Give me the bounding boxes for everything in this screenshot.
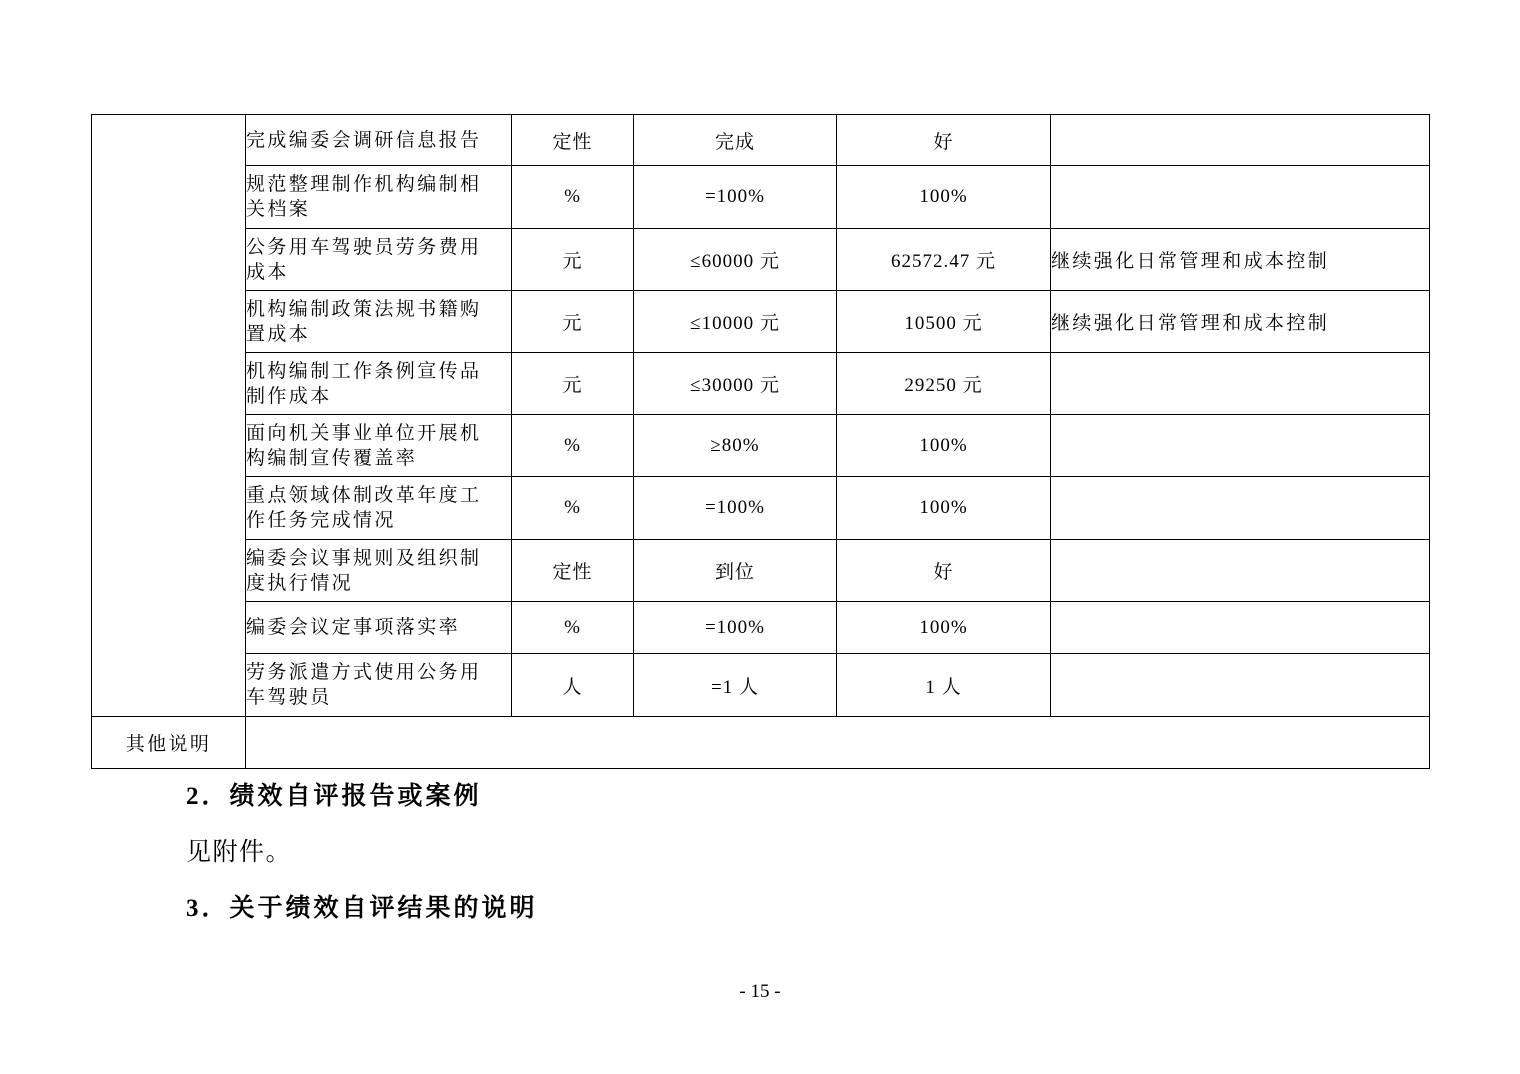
target-cell: 到位 — [634, 540, 837, 602]
table-row — [92, 415, 1430, 477]
actual-cell: 100% — [837, 602, 1051, 654]
unit-cell: % — [512, 166, 634, 229]
note-cell — [1051, 115, 1430, 166]
target-cell: 完成 — [634, 115, 837, 166]
actual-cell: 好 — [837, 115, 1051, 166]
table-row — [92, 477, 1430, 540]
indicator-cell: 重点领域体制改革年度工作任务完成情况 — [246, 477, 512, 540]
table-row — [92, 229, 1430, 291]
indicator-cell: 面向机关事业单位开展机构编制宣传覆盖率 — [246, 415, 512, 477]
note-cell: 继续强化日常管理和成本控制 — [1051, 229, 1430, 291]
note-cell — [1051, 602, 1430, 654]
actual-cell: 100% — [837, 166, 1051, 229]
unit-cell: 定性 — [512, 115, 634, 166]
target-cell: ≤30000 元 — [634, 353, 837, 415]
indicator-cell: 公务用车驾驶员劳务费用成本 — [246, 229, 512, 291]
table-row — [92, 654, 1430, 717]
section-2-heading: 2．绩效自评报告或案例 — [186, 783, 482, 810]
indicator-cell: 机构编制工作条例宣传品制作成本 — [246, 353, 512, 415]
section-3-heading: 3．关于绩效自评结果的说明 — [186, 895, 538, 922]
indicator-cell: 编委会议事规则及组织制度执行情况 — [246, 540, 512, 602]
indicator-cell: 机构编制政策法规书籍购置成本 — [246, 291, 512, 353]
note-cell — [1051, 353, 1430, 415]
table-row — [92, 353, 1430, 415]
indicator-cell: 规范整理制作机构编制相关档案 — [246, 166, 512, 229]
performance-indicator-table — [91, 114, 1430, 769]
actual-cell: 10500 元 — [837, 291, 1051, 353]
other-notes-row — [92, 717, 1430, 769]
unit-cell: 元 — [512, 291, 634, 353]
note-cell — [1051, 540, 1430, 602]
page-number: - 15 - — [739, 981, 781, 1002]
table-row — [92, 115, 1430, 166]
indicator-cell: 编委会议定事项落实率 — [246, 602, 512, 654]
other-notes-label: 其他说明 — [92, 717, 246, 769]
section-2-body: 见附件。 — [186, 839, 293, 866]
unit-cell: % — [512, 477, 634, 540]
actual-cell: 62572.47 元 — [837, 229, 1051, 291]
actual-cell: 29250 元 — [837, 353, 1051, 415]
target-cell: ≤60000 元 — [634, 229, 837, 291]
target-cell: =100% — [634, 602, 837, 654]
unit-cell: 元 — [512, 229, 634, 291]
target-cell: =100% — [634, 477, 837, 540]
table-row — [92, 602, 1430, 654]
other-notes-value — [246, 717, 1430, 769]
target-cell: =1 人 — [634, 654, 837, 717]
indicator-cell: 完成编委会调研信息报告 — [246, 115, 512, 166]
unit-cell: % — [512, 415, 634, 477]
table-row — [92, 291, 1430, 353]
note-cell — [1051, 654, 1430, 717]
note-cell — [1051, 166, 1430, 229]
actual-cell: 100% — [837, 415, 1051, 477]
unit-cell: 定性 — [512, 540, 634, 602]
note-cell — [1051, 477, 1430, 540]
unit-cell: % — [512, 602, 634, 654]
table-row — [92, 540, 1430, 602]
target-cell: =100% — [634, 166, 837, 229]
actual-cell: 1 人 — [837, 654, 1051, 717]
actual-cell: 100% — [837, 477, 1051, 540]
note-cell: 继续强化日常管理和成本控制 — [1051, 291, 1430, 353]
note-cell — [1051, 415, 1430, 477]
table-row — [92, 166, 1430, 229]
actual-cell: 好 — [837, 540, 1051, 602]
category-cell — [92, 115, 246, 717]
indicator-cell: 劳务派遣方式使用公务用车驾驶员 — [246, 654, 512, 717]
target-cell: ≥80% — [634, 415, 837, 477]
target-cell: ≤10000 元 — [634, 291, 837, 353]
unit-cell: 元 — [512, 353, 634, 415]
unit-cell: 人 — [512, 654, 634, 717]
